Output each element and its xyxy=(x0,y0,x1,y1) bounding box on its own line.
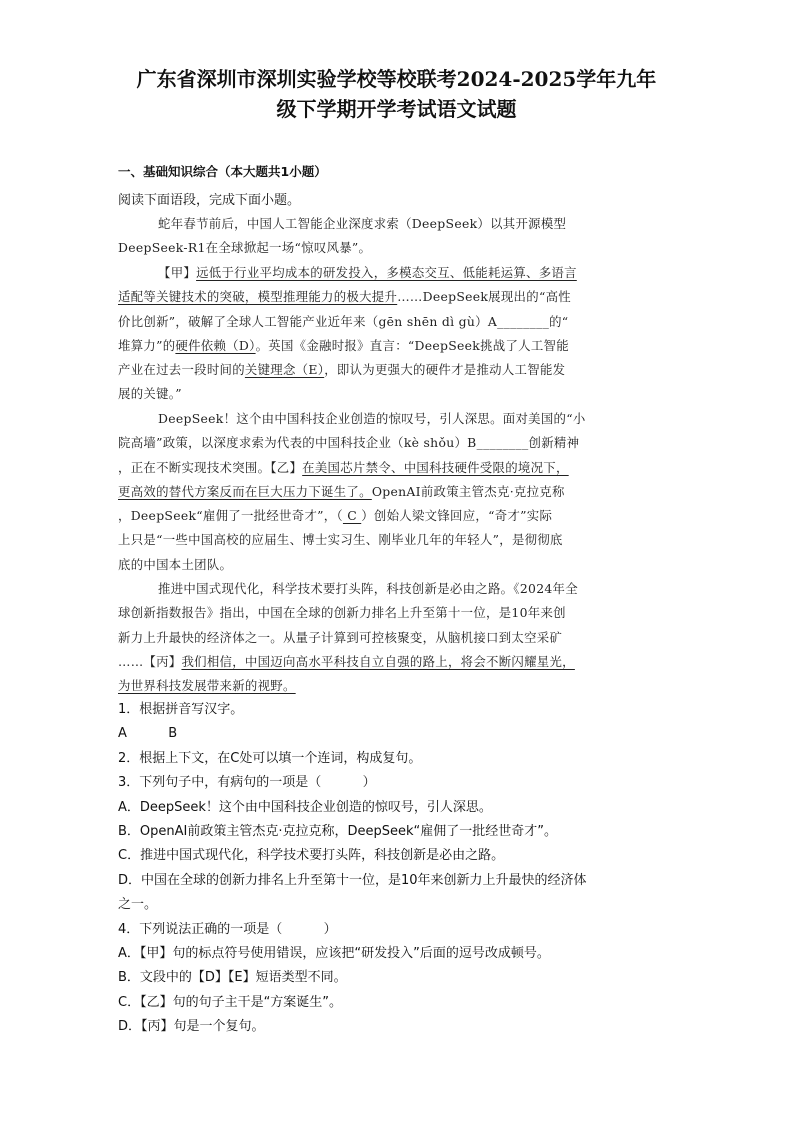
phrase-e: 关键理念（E） xyxy=(244,362,325,378)
phrase-d: 硬件依赖（D） xyxy=(175,337,256,353)
sentence-yi-part-1: 在美国芯片禁令、中国科技硬件受限的境况下， xyxy=(302,459,569,475)
paragraph-3-line-6: 上只是“一些中国高校的应届生、博士实习生、刚毕业几年的年轻人”，是彻彻底 xyxy=(118,532,563,548)
paragraph-2-line-6: 展的关键。” xyxy=(118,386,182,402)
question-3-option-c: C．推进中国式现代化，科学技术要打头阵，科技创新是必由之路。 xyxy=(118,848,505,864)
question-3: 3．下列句子中，有病句的一项是（ ） xyxy=(118,775,376,791)
paragraph-1-line-2: DeepSeek-R1在全球掀起一场“惊叹风暴”。 xyxy=(118,240,372,256)
paragraph-2-line-4-rest: 。英国《金融时报》直言：“DeepSeek挑战了人工智能 xyxy=(255,337,569,353)
paragraph-3-line-3-start: ，正在不断实现技术突围。【乙】 xyxy=(118,459,303,475)
question-3-option-d: D．中国在全球的创新力排名上升至第十一位，是10年来创新力上升最快的经济体 xyxy=(118,872,587,888)
reading-instruction: 阅读下面语段，完成下面小题。 xyxy=(118,193,301,208)
paragraph-3-line-4-rest: OpenAI前政策主管杰克·克拉克称 xyxy=(371,483,565,499)
paragraph-2-line-5-rest: ，即认为更强大的硬件才是推动人工智能发 xyxy=(324,362,566,378)
sentence-yi-part-2: 更高效的替代方案反而在巨大压力下诞生了。 xyxy=(118,483,372,499)
title-line-2: 级下学期开学考试语文试题 xyxy=(276,97,517,121)
paragraph-4-line-3: 新力上升最快的经济体之一。从量子计算到可控核聚变，从脑机接口到太空采矿 xyxy=(118,629,563,645)
question-1-blanks: A B xyxy=(118,726,178,742)
sentence-bing-part-2: 为世界科技发展带来新的视野。 xyxy=(118,678,296,694)
question-3-option-b: B．OpenAI前政策主管杰克·克拉克称，DeepSeek“雇佣了一批经世奇才”。 xyxy=(118,824,558,840)
paragraph-2-line-2-rest: ……DeepSeek展现出的“高性 xyxy=(397,289,571,305)
paragraph-2 xyxy=(118,261,674,407)
question-4-option-c: C．【乙】句的句子主干是“方案诞生”。 xyxy=(118,994,343,1010)
question-4-option-d: D．【丙】句是一个复句。 xyxy=(118,1019,265,1035)
question-2: 2．根据上下文，在C处可以填一个连词，构成复句。 xyxy=(118,750,422,766)
sentence-jia-part-2: 适配等关键技术的突破，模型推理能力的极大提升 xyxy=(118,289,398,305)
question-4-option-b: B．文段中的【D】【E】短语类型不同。 xyxy=(118,970,347,986)
blank-c: C xyxy=(342,508,362,524)
question-3-option-d-continued: 之一。 xyxy=(118,897,158,913)
paragraph-1-line-1: 蛇年春节前后，中国人工智能企业深度求索（DeepSeek）以其开源模型 xyxy=(158,216,567,231)
paragraph-2-line-3: 价比创新”，破解了全球人工智能产业近年来（gēn shēn dì gù）A________的“ xyxy=(118,313,569,329)
paragraph-3-line-7: 底的中国本土团队。 xyxy=(118,556,233,572)
section-heading: 一、基础知识综合（本大题共1小题） xyxy=(118,164,327,179)
paragraph-4 xyxy=(118,577,674,698)
sentence-bing-part-1: 我们相信，中国迈向高水平科技自立自强的路上，将会不断闪耀星光， xyxy=(181,653,575,669)
paragraph-1 xyxy=(118,212,674,261)
paragraph-3 xyxy=(118,407,674,577)
paragraph-4-line-1: 推进中国式现代化，科学技术要打头阵，科技创新是必由之路。《2024年全 xyxy=(158,581,578,596)
paragraph-2-line-4-start: 堆算力”的 xyxy=(118,337,176,353)
question-4-option-a: A．【甲】句的标点符号使用错误，应该把“研发投入”后面的逗号改成顿号。 xyxy=(118,946,550,962)
label-jia: 【甲】 xyxy=(158,265,197,280)
paragraph-4-line-4-start: ……【丙】 xyxy=(118,653,182,669)
paragraph-3-line-2: 院高墙”政策，以深度求索为代表的中国科技企业（kè shǒu）B________创新精神 xyxy=(118,435,580,451)
question-1: 1．根据拼音写汉字。 xyxy=(118,702,244,717)
paragraph-3-line-5-start: ，DeepSeek“雇佣了一批经世奇才”，（ xyxy=(118,508,343,524)
question-3-option-a: A．DeepSeek！这个由中国科技企业创造的惊叹号，引人深思。 xyxy=(118,799,492,815)
sentence-jia-part-1: 远低于行业平均成本的研发投入，多模态交互、低能耗运算、多语言 xyxy=(196,265,577,280)
questions xyxy=(118,698,678,1040)
question-4: 4．下列说法正确的一项是（ ） xyxy=(118,921,337,937)
title-line-1: 广东省深圳市深圳实验学校等校联考2024-2025学年九年 xyxy=(136,67,657,91)
paragraph-2-line-5-start: 产业在过去一段时间的 xyxy=(118,362,245,378)
paragraph-4-line-2: 球创新指数报告》指出，中国在全球的创新力排名上升至第十一位，是10年来创 xyxy=(118,605,566,621)
paragraph-3-line-1: DeepSeek！这个由中国科技企业创造的惊叹号，引人深思。面对美国的“小 xyxy=(158,411,586,426)
paragraph-3-line-5-rest: ）创始人梁文锋回应，“奇才”实际 xyxy=(361,508,553,524)
document-title xyxy=(80,64,713,124)
